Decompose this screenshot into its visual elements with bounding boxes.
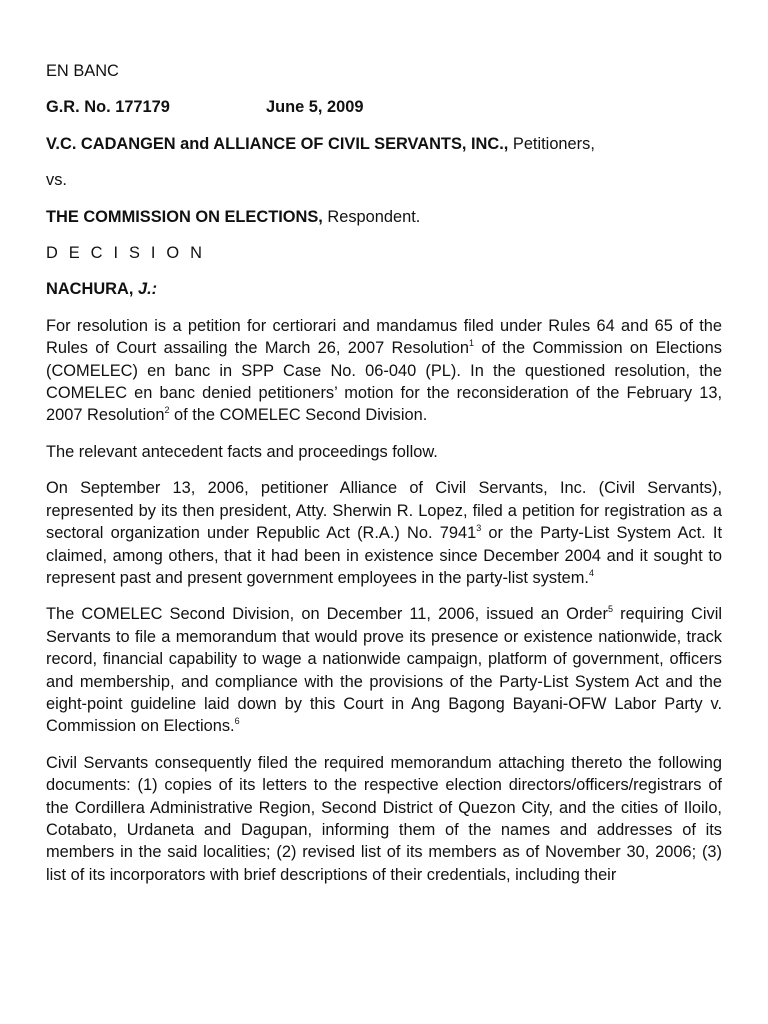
decision-date: June 5, 2009 [266, 98, 364, 117]
footnote-ref-3[interactable]: 3 [476, 523, 482, 534]
paragraph-1-text-a: For resolution is a petition for certiorari and mandamus filed under Rules 64 and 65 of the Rules of Court assailing the March 26, 2007 Resolution [46, 316, 722, 358]
paragraph-2-text: The relevant antecedent facts and proceedings follow. [46, 442, 438, 461]
petitioners-role: Petitioners, [508, 134, 595, 153]
court-text: EN BANC [46, 62, 119, 80]
versus-line [46, 169, 722, 191]
paragraph-1-text-b: of the Commission on Elections (COMELEC) en banc in SPP Case No. 06-040 (PL). In the questioned resolution, the COMELEC en banc denied petitioners’ motion for the reconsideration of the February 13, 2007 Resolution [46, 339, 722, 425]
footnote-ref-1[interactable]: 1 [469, 338, 475, 349]
case-number-row [46, 96, 722, 118]
document-page [46, 60, 722, 900]
paragraph-1-text-c: of the COMELEC Second Division. [169, 406, 428, 425]
footnote-ref-4[interactable]: 4 [588, 567, 594, 578]
paragraph-1 [46, 315, 722, 427]
paragraph-4 [46, 603, 722, 737]
paragraph-5 [46, 752, 722, 886]
petitioners-line [46, 133, 722, 155]
paragraph-5-text: Civil Servants consequently filed the required memorandum attaching thereto the following documents: (1) copies of its letters to the respective election directors/officers/registrars of the Cordillera Administrative Region, Second District of Quezon City, and the cities of Iloilo, Cotabato, Urdaneta and Dagupan, informing them of the names and addresses of its members in the said localities; (2) revised list of its members as of November 30, 2006; (3) list of its incorporators with brief descriptions of their credentials, including their [46, 753, 722, 884]
paragraph-3 [46, 477, 722, 589]
court-label [46, 60, 722, 82]
versus-text: vs. [46, 171, 67, 190]
respondent-role: Respondent. [322, 207, 421, 226]
ponente-name: NACHURA, [46, 280, 134, 299]
paragraph-3-text-a: On September 13, 2006, petitioner Alliance of Civil Servants, Inc. (Civil Servants), represented by its then president, Atty. Sherwin R. Lopez, filed a petition for registration as a sectoral organization under Republic Act (R.A.) No. 7941 [46, 479, 722, 543]
footnote-ref-2[interactable]: 2 [164, 405, 170, 416]
ponente-title: J.: [133, 280, 158, 299]
paragraph-4-text-a: The COMELEC Second Division, on December 11, 2006, issued an Order [46, 605, 608, 624]
ponente-line [46, 278, 722, 300]
petitioners-name: V.C. CADANGEN and ALLIANCE OF CIVIL SERVANTS, INC., [46, 134, 509, 153]
gr-number: G.R. No. 177179 [46, 98, 170, 117]
respondent-name: THE COMMISSION ON ELECTIONS, [46, 207, 323, 226]
paragraph-3-text-b: or the Party-List System Act. It claimed, among others, that it had been in existence since December 2004 and it sought to represent past and present government employees in the party-list system. [46, 524, 722, 587]
decision-heading [46, 242, 722, 264]
footnote-ref-5[interactable]: 5 [608, 604, 614, 615]
paragraph-4-text-b: requiring Civil Servants to file a memorandum that would prove its presence or existence nationwide, track record, financial capability to wage a nationwide campaign, platform of government, officers and membership, and compliance with the provisions of the Party-List System Act and the eight-point guideline laid down by this Court in Ang Bagong Bayani-OFW Labor Party v. Commission on Elections. [46, 605, 722, 736]
respondent-line [46, 206, 722, 228]
decision-text: D E C I S I O N [46, 244, 206, 263]
paragraph-2 [46, 441, 722, 463]
footnote-ref-6[interactable]: 6 [234, 716, 240, 727]
